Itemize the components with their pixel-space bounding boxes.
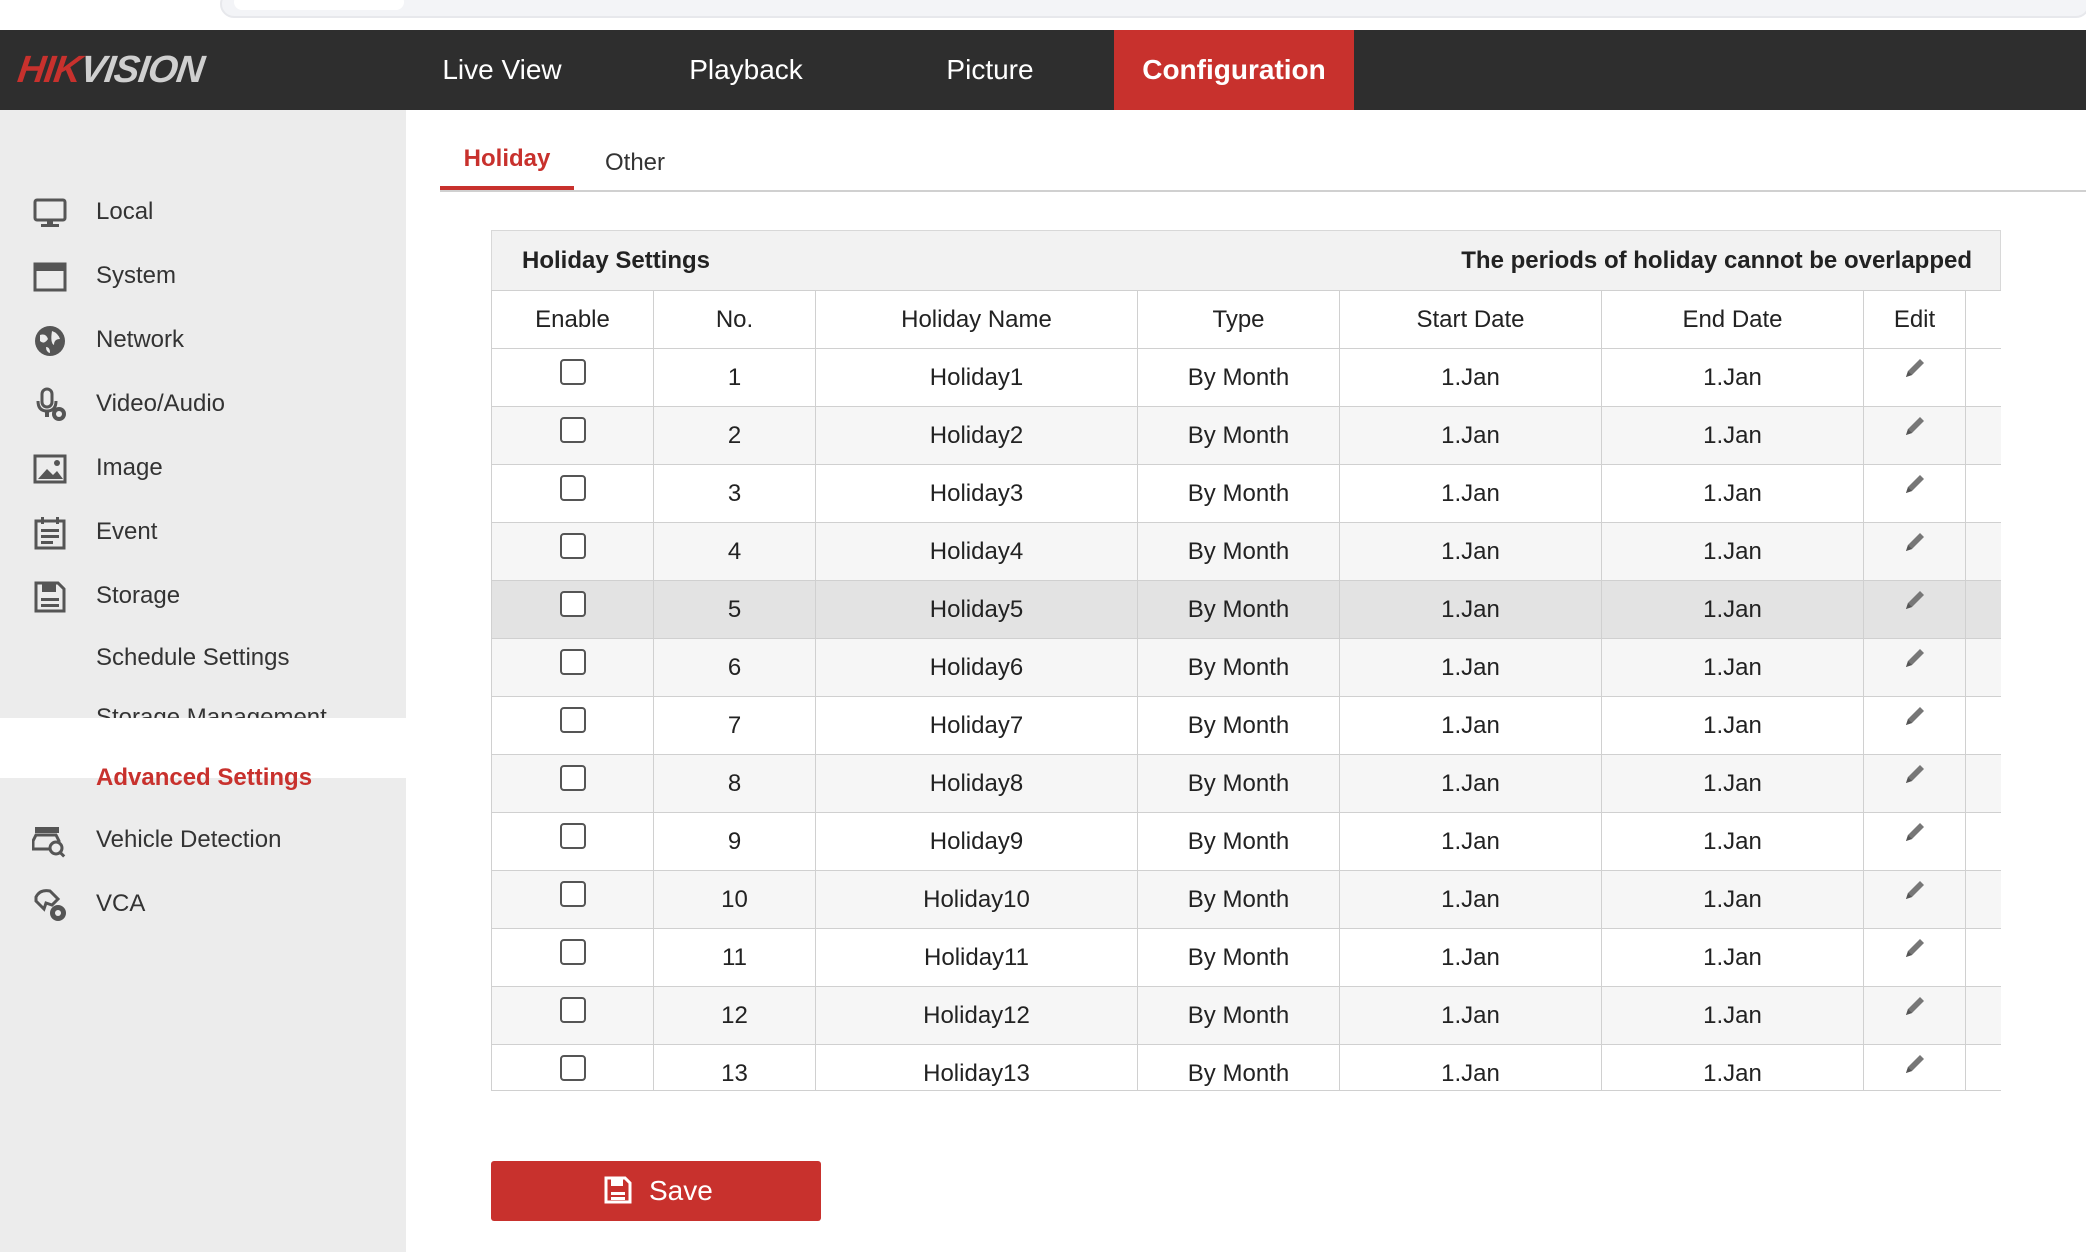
type-cell: By Month [1138, 523, 1340, 581]
no-cell: 1 [654, 349, 816, 407]
vehicle-search-icon [32, 823, 68, 859]
pencil-edit-icon[interactable] [1902, 529, 1928, 555]
table-row [492, 929, 2002, 987]
enable-checkbox[interactable] [560, 939, 586, 965]
end-date-cell: 1.Jan [1602, 813, 1864, 871]
end-date-cell: 1.Jan [1602, 349, 1864, 407]
start-date-cell: 1.Jan [1340, 407, 1602, 465]
sidebar [0, 110, 406, 1252]
col-enable: Enable [492, 291, 654, 349]
browser-address-strip [0, 0, 2086, 30]
globe-icon [32, 323, 68, 359]
enable-cell [492, 929, 654, 987]
sidebar-item-network[interactable]: Network [0, 310, 406, 370]
no-cell: 9 [654, 813, 816, 871]
pencil-edit-icon[interactable] [1902, 1051, 1928, 1077]
nav-picture[interactable]: Picture [946, 54, 1034, 85]
enable-checkbox[interactable] [560, 823, 586, 849]
start-date-cell: 1.Jan [1340, 871, 1602, 929]
pencil-edit-icon[interactable] [1902, 761, 1928, 787]
end-date-cell: 1.Jan [1602, 1045, 1864, 1092]
table-row [492, 349, 2002, 407]
type-cell: By Month [1138, 929, 1340, 987]
holiday-table [491, 290, 2001, 1091]
table-row [492, 523, 2002, 581]
start-date-cell: 1.Jan [1340, 349, 1602, 407]
enable-cell [492, 581, 654, 639]
type-cell: By Month [1138, 987, 1340, 1045]
table-header-row [492, 291, 2002, 349]
holiday-rows [492, 349, 2002, 1092]
end-date-cell: 1.Jan [1602, 465, 1864, 523]
type-cell: By Month [1138, 813, 1340, 871]
start-date-cell: 1.Jan [1340, 465, 1602, 523]
end-date-cell: 1.Jan [1602, 755, 1864, 813]
sidebar-item-event[interactable]: Event [0, 502, 406, 562]
col-edit: Edit [1864, 291, 1966, 349]
holiday-name-cell: Holiday8 [816, 755, 1138, 813]
microphone-icon [32, 387, 68, 423]
edit-cell [1864, 523, 1966, 581]
enable-cell [492, 639, 654, 697]
table-row [492, 639, 2002, 697]
type-cell: By Month [1138, 349, 1340, 407]
system-window-icon [32, 259, 68, 295]
holiday-name-cell: Holiday12 [816, 987, 1138, 1045]
end-date-cell: 1.Jan [1602, 929, 1864, 987]
edit-cell [1864, 755, 1966, 813]
start-date-cell: 1.Jan [1340, 1045, 1602, 1092]
panel-header [491, 230, 2001, 291]
table-row [492, 465, 2002, 523]
sidebar-item-system[interactable]: System [0, 246, 406, 306]
sidebar-item-local[interactable]: Local [0, 182, 406, 242]
start-date-cell: 1.Jan [1340, 987, 1602, 1045]
type-cell: By Month [1138, 1045, 1340, 1092]
table-row [492, 697, 2002, 755]
vca-gear-icon [32, 887, 68, 923]
enable-cell [492, 755, 654, 813]
enable-checkbox[interactable] [560, 649, 586, 675]
holiday-name-cell: Holiday2 [816, 407, 1138, 465]
hikvision-logo: HIKVISION [15, 49, 207, 91]
holiday-name-cell: Holiday9 [816, 813, 1138, 871]
start-date-cell: 1.Jan [1340, 929, 1602, 987]
start-date-cell: 1.Jan [1340, 581, 1602, 639]
type-cell: By Month [1138, 697, 1340, 755]
enable-checkbox[interactable] [560, 533, 586, 559]
edit-cell [1864, 871, 1966, 929]
holiday-table-scroll[interactable] [491, 290, 2001, 1091]
no-cell: 3 [654, 465, 816, 523]
no-cell: 11 [654, 929, 816, 987]
end-date-cell: 1.Jan [1602, 697, 1864, 755]
pencil-edit-icon[interactable] [1902, 877, 1928, 903]
enable-checkbox[interactable] [560, 359, 586, 385]
end-date-cell: 1.Jan [1602, 581, 1864, 639]
end-date-cell: 1.Jan [1602, 407, 1864, 465]
edit-cell [1864, 581, 1966, 639]
enable-cell [492, 813, 654, 871]
holiday-name-cell: Holiday1 [816, 349, 1138, 407]
col-no: No. [654, 291, 816, 349]
address-bar[interactable] [220, 0, 2086, 18]
enable-cell [492, 1045, 654, 1092]
no-cell: 10 [654, 871, 816, 929]
start-date-cell: 1.Jan [1340, 523, 1602, 581]
start-date-cell: 1.Jan [1340, 813, 1602, 871]
type-cell: By Month [1138, 871, 1340, 929]
pencil-edit-icon[interactable] [1902, 355, 1928, 381]
start-date-cell: 1.Jan [1340, 639, 1602, 697]
table-row [492, 813, 2002, 871]
pencil-edit-icon[interactable] [1902, 413, 1928, 439]
end-date-cell: 1.Jan [1602, 523, 1864, 581]
pencil-edit-icon[interactable] [1902, 471, 1928, 497]
edit-cell [1864, 697, 1966, 755]
start-date-cell: 1.Jan [1340, 755, 1602, 813]
table-row [492, 755, 2002, 813]
edit-cell [1864, 639, 1966, 697]
start-date-cell: 1.Jan [1340, 697, 1602, 755]
no-cell: 12 [654, 987, 816, 1045]
holiday-name-cell: Holiday7 [816, 697, 1138, 755]
edit-cell [1864, 407, 1966, 465]
no-cell: 4 [654, 523, 816, 581]
enable-cell [492, 465, 654, 523]
tab-other[interactable]: Other [604, 149, 666, 176]
end-date-cell: 1.Jan [1602, 987, 1864, 1045]
edit-cell [1864, 465, 1966, 523]
no-cell: 13 [654, 1045, 816, 1092]
panel-title: Holiday Settings [522, 247, 711, 274]
sidebar-item-video-audio[interactable]: Video/Audio [0, 374, 406, 434]
enable-cell [492, 523, 654, 581]
col-end-date: End Date [1602, 291, 1864, 349]
no-cell: 5 [654, 581, 816, 639]
enable-cell [492, 871, 654, 929]
table-row [492, 407, 2002, 465]
enable-cell [492, 407, 654, 465]
type-cell: By Month [1138, 581, 1340, 639]
enable-checkbox[interactable] [560, 1055, 586, 1081]
holiday-name-cell: Holiday4 [816, 523, 1138, 581]
pencil-edit-icon[interactable] [1902, 587, 1928, 613]
table-row [492, 871, 2002, 929]
enable-checkbox[interactable] [560, 881, 586, 907]
holiday-name-cell: Holiday13 [816, 1045, 1138, 1092]
sidebar-item-storage[interactable]: Storage [0, 566, 406, 626]
pencil-edit-icon[interactable] [1902, 935, 1928, 961]
end-date-cell: 1.Jan [1602, 639, 1864, 697]
floppy-disk-icon [603, 1175, 633, 1205]
nav-configuration[interactable]: Configuration [1114, 30, 1354, 110]
enable-cell [492, 697, 654, 755]
col-holiday-name: Holiday Name [816, 291, 1138, 349]
no-cell: 8 [654, 755, 816, 813]
type-cell: By Month [1138, 755, 1340, 813]
image-icon [32, 451, 68, 487]
edit-cell [1864, 813, 1966, 871]
enable-checkbox[interactable] [560, 591, 586, 617]
edit-cell [1864, 929, 1966, 987]
type-cell: By Month [1138, 465, 1340, 523]
col-start-date: Start Date [1340, 291, 1602, 349]
config-tabs [440, 130, 2086, 192]
overlap-notice: The periods of holiday cannot be overlapped [1461, 247, 1972, 274]
sidebar-item-schedule-settings[interactable]: Schedule Settings [96, 644, 290, 671]
tab-holiday[interactable]: Holiday [440, 130, 574, 190]
pencil-edit-icon[interactable] [1902, 993, 1928, 1019]
holiday-name-cell: Holiday3 [816, 465, 1138, 523]
table-row [492, 1045, 2002, 1092]
table-row [492, 581, 2002, 639]
enable-cell [492, 987, 654, 1045]
calendar-icon [32, 515, 68, 551]
holiday-name-cell: Holiday6 [816, 639, 1138, 697]
sidebar-item-vca[interactable]: VCA [0, 874, 406, 934]
edit-cell [1864, 1045, 1966, 1092]
monitor-icon [32, 195, 68, 231]
no-cell: 6 [654, 639, 816, 697]
holiday-settings-panel [491, 230, 2001, 1090]
sidebar-item-advanced-settings[interactable]: Advanced Settings [0, 718, 406, 778]
enable-checkbox[interactable] [560, 997, 586, 1023]
floppy-disk-icon [32, 579, 68, 615]
edit-cell [1864, 349, 1966, 407]
sidebar-item-vehicle-detection[interactable]: Vehicle Detection [0, 810, 406, 870]
enable-checkbox[interactable] [560, 475, 586, 501]
no-cell: 2 [654, 407, 816, 465]
type-cell: By Month [1138, 639, 1340, 697]
holiday-name-cell: Holiday5 [816, 581, 1138, 639]
enable-checkbox[interactable] [560, 417, 586, 443]
save-button[interactable]: Save [491, 1161, 821, 1221]
sidebar-item-image[interactable]: Image [0, 438, 406, 498]
pencil-edit-icon[interactable] [1902, 645, 1928, 671]
enable-cell [492, 349, 654, 407]
type-cell: By Month [1138, 407, 1340, 465]
col-type: Type [1138, 291, 1340, 349]
end-date-cell: 1.Jan [1602, 871, 1864, 929]
table-row [492, 987, 2002, 1045]
nav-playback[interactable]: Playback [689, 54, 803, 85]
nav-live-view[interactable]: Live View [442, 54, 562, 85]
enable-checkbox[interactable] [560, 707, 586, 733]
holiday-name-cell: Holiday10 [816, 871, 1138, 929]
enable-checkbox[interactable] [560, 765, 586, 791]
edit-cell [1864, 987, 1966, 1045]
pencil-edit-icon[interactable] [1902, 819, 1928, 845]
holiday-name-cell: Holiday11 [816, 929, 1138, 987]
no-cell: 7 [654, 697, 816, 755]
top-navigation [0, 30, 2086, 110]
pencil-edit-icon[interactable] [1902, 703, 1928, 729]
